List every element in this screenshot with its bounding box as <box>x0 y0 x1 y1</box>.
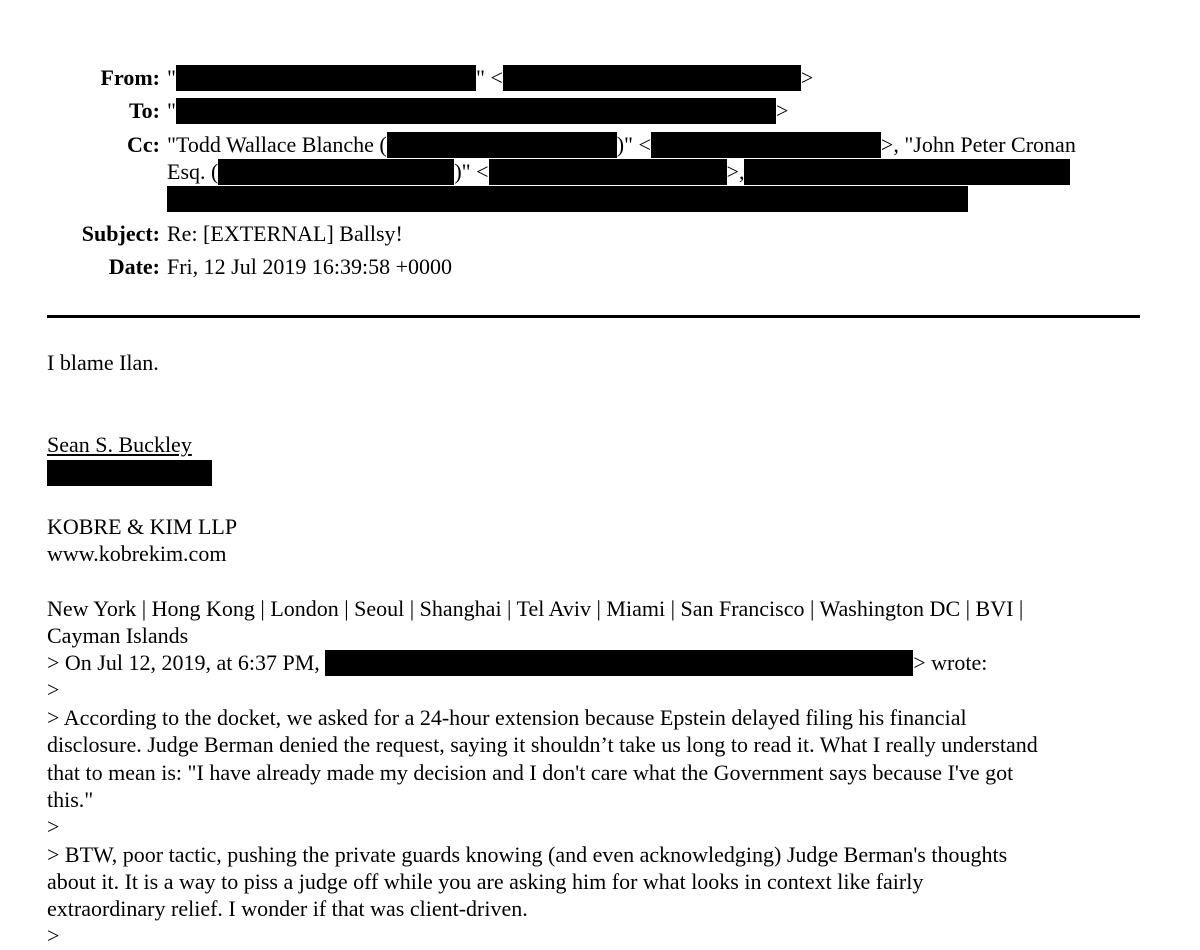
quote-marker: > <box>47 814 60 839</box>
from-quote-open: " <box>167 65 176 90</box>
to-label: To: <box>129 98 160 123</box>
quote-paragraph-line: extraordinary relief. I wonder if that was client-driven. <box>47 896 528 921</box>
cc-text: >, "John Peter Cronan <box>880 132 1076 157</box>
to-angle-close: > <box>775 98 789 123</box>
signature-name-text: Sean S. Buckley <box>47 432 192 457</box>
subject-label: Subject: <box>81 221 160 246</box>
quote-end-marker: > <box>47 923 60 948</box>
redaction-block <box>47 460 212 486</box>
cc-text: )" < <box>616 132 651 157</box>
quote-intro-text: > wrote: <box>913 650 988 675</box>
redaction-block <box>325 650 913 676</box>
redaction-block <box>489 159 727 185</box>
cc-text: >, <box>726 159 745 184</box>
from-label: From: <box>100 65 160 90</box>
date-label: Date: <box>108 254 160 279</box>
redaction-block <box>167 186 968 212</box>
to-value <box>167 97 788 125</box>
cc-text: )" < <box>454 159 489 184</box>
quote-paragraph-line: > BTW, poor tactic, pushing the private guards knowing (and even acknowledging) Judge Berman's thoughts <box>47 842 1008 867</box>
redaction-block <box>744 159 1070 185</box>
reply-text: I blame Ilan. <box>47 350 159 375</box>
quote-paragraph-line: disclosure. Judge Berman denied the request, saying it shouldn’t take us long to read it. What I really understand <box>47 732 1038 757</box>
redaction-block <box>503 65 801 91</box>
from-value <box>167 64 813 92</box>
cc-value-line2 <box>167 158 1070 186</box>
redaction-block <box>176 65 476 91</box>
redaction-block <box>218 159 454 185</box>
offices-line-2: Cayman Islands <box>47 623 189 648</box>
firm-website: www.kobrekim.com <box>47 541 227 566</box>
quote-paragraph-line: that to mean is: "I have already made my decision and I don't care what the Government says because I've got <box>47 760 1014 785</box>
cc-text: Esq. ( <box>167 159 219 184</box>
quote-paragraph-line: > According to the docket, we asked for a 24-hour extension because Epstein delayed filing his financial <box>47 705 967 730</box>
redaction-block <box>387 132 617 158</box>
firm-name: KOBRE & KIM LLP <box>47 514 238 539</box>
quote-marker: > <box>47 677 60 702</box>
from-quote-close: " < <box>475 65 503 90</box>
subject-value: Re: [EXTERNAL] Ballsy! <box>167 221 403 246</box>
date-value: Fri, 12 Jul 2019 16:39:58 +0000 <box>167 254 452 279</box>
from-angle-close: > <box>800 65 814 90</box>
redaction-block <box>651 132 881 158</box>
redaction-block <box>176 98 776 124</box>
cc-value-line1 <box>167 131 1076 159</box>
cc-label: Cc: <box>127 132 160 157</box>
cc-text: "Todd Wallace Blanche ( <box>167 132 387 157</box>
quote-intro-text: > On Jul 12, 2019, at 6:37 PM, <box>47 650 320 675</box>
quote-paragraph-line: about it. It is a way to piss a judge off while you are asking him for what looks in context like fairly <box>47 869 924 894</box>
signature-name <box>47 431 1157 459</box>
cc-value-line3 <box>167 185 968 213</box>
offices-line-1: New York | Hong Kong | London | Seoul | Shanghai | Tel Aviv | Miami | San Francisco | Washington DC | BVI | <box>47 596 1024 621</box>
quote-paragraph-line: this." <box>47 787 94 812</box>
to-quote-open: " <box>167 98 176 123</box>
header-divider <box>47 315 1140 318</box>
quote-intro <box>47 649 1157 677</box>
